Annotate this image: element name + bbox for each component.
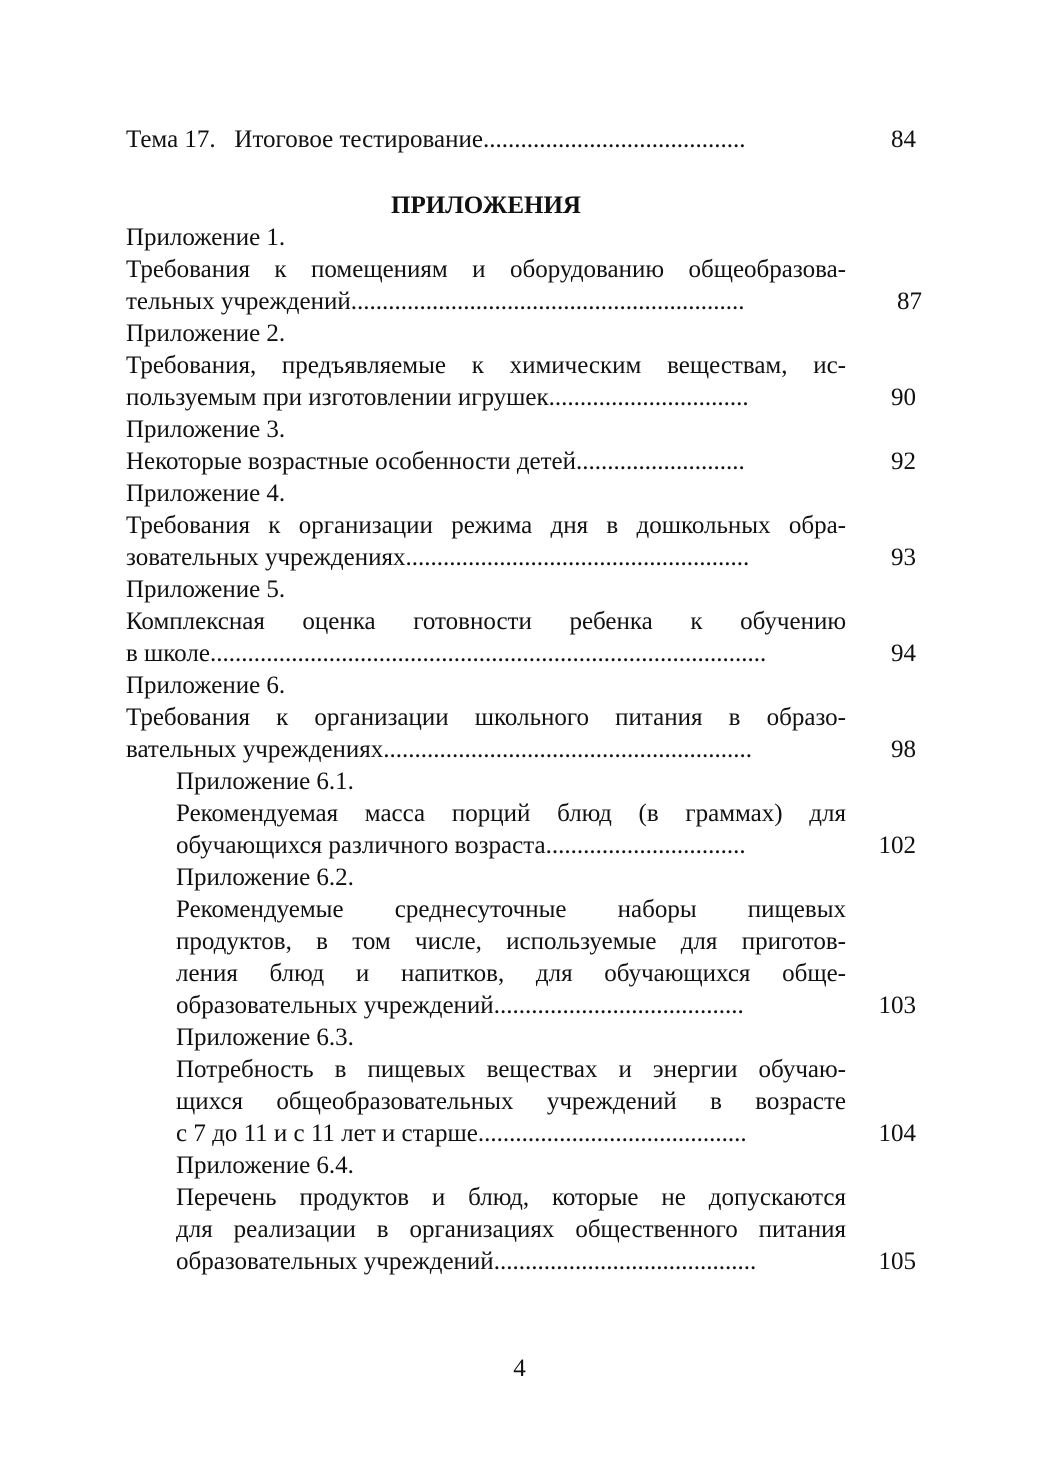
appendix-title-text: Некоторые возрастные особенности детей: [126, 448, 577, 475]
appendix-label: Приложение 4.: [126, 480, 286, 507]
dot-leader: ...............................................................: [350, 288, 745, 315]
dot-leader: ..........................................: [493, 1248, 757, 1275]
appendix-title-line: Требования к организации режима дня в дошкольных обра-: [126, 512, 846, 539]
dot-leader: .......................................................: [405, 544, 750, 571]
appendix-title-line: Потребность в пищевых веществах и энергии обучаю-: [176, 1056, 846, 1083]
appendix-title-line: [176, 1118, 846, 1150]
appendix-title-text: тельных учреждений: [126, 288, 351, 315]
dot-leader: ...........................................: [477, 1120, 747, 1147]
appendix-label: Приложение 6.2.: [176, 864, 354, 891]
page-ref: 105: [878, 1248, 916, 1275]
appendix-title-line: [126, 382, 846, 414]
appendix-label: Приложение 6.3.: [176, 1024, 354, 1051]
dot-leader: ................................: [545, 832, 746, 859]
appendix-title-line: [126, 446, 846, 478]
appendix-title-line: [176, 990, 846, 1022]
appendix-title-text: обучающихся различного возраста: [176, 832, 546, 859]
appendix-label: Приложение 1.: [126, 224, 286, 251]
appendix-title-line: продуктов, в том числе, используемые для приготов-: [176, 928, 846, 955]
page-ref: 104: [878, 1120, 916, 1147]
appendix-title-line: [126, 286, 846, 318]
appendix-label: Приложение 5.: [126, 576, 286, 603]
appendix-title-line: Перечень продуктов и блюд, которые не допускаются: [176, 1184, 846, 1211]
toc-entry-text: Тема 17. Итоговое тестирование: [126, 126, 483, 153]
page-ref: 84: [891, 126, 916, 153]
appendix-title-line: [126, 542, 846, 574]
page-ref: 103: [878, 992, 916, 1019]
appendix-label: Приложение 3.: [126, 416, 286, 443]
appendix-title-line: [126, 638, 846, 670]
appendix-label: Приложение 6.1.: [176, 768, 354, 795]
appendix-title-line: Комплексная оценка готовности ребенка к обучению: [126, 608, 846, 635]
appendix-title-text: вательных учреждениях: [126, 736, 384, 763]
appendix-title-line: щихся общеобразовательных учреждений в возрасте: [176, 1088, 846, 1115]
dot-leader: ...........................: [576, 448, 745, 475]
page-number: 4: [513, 1355, 526, 1382]
appendix-title-line: Требования, предъявляемые к химическим веществам, ис-: [126, 352, 846, 379]
page-ref: 102: [878, 832, 916, 859]
appendix-title-text: образовательных учреждений: [176, 1248, 494, 1275]
dot-leader: ...........................................................: [383, 736, 753, 763]
dot-leader: .........................................................................................: [209, 640, 767, 667]
appendix-label: Приложение 6.: [126, 672, 286, 699]
appendix-label: Приложение 6.4.: [176, 1152, 354, 1179]
page-ref: 98: [891, 736, 916, 763]
dot-leader: ..........................................: [482, 126, 746, 153]
appendix-title-text: зовательных учреждениях: [126, 544, 406, 571]
appendix-title-line: [126, 734, 846, 766]
appendix-title-line: ления блюд и напитков, для обучающихся обще-: [176, 960, 846, 987]
dot-leader: ........................................: [493, 992, 744, 1019]
appendix-label: Приложение 2.: [126, 320, 286, 347]
page-ref: 93: [891, 544, 916, 571]
appendix-title-text: пользуемым при изготовлении игрушек: [126, 384, 549, 411]
dot-leader: ................................: [548, 384, 749, 411]
appendix-title-text: образовательных учреждений: [176, 992, 494, 1019]
page-ref: 92: [891, 448, 916, 475]
page-ref: 90: [891, 384, 916, 411]
appendix-title-line: [176, 1246, 846, 1278]
appendix-title-text: в школе: [126, 640, 210, 667]
appendix-title-text: с 7 до 11 и с 11 лет и старше: [176, 1120, 478, 1147]
appendices-heading: ПРИЛОЖЕНИЯ: [391, 192, 581, 219]
appendix-title-line: [176, 830, 846, 862]
page-ref: 87: [897, 288, 922, 315]
toc-entry-topic17: [126, 124, 846, 156]
appendix-title-line: Требования к помещениям и оборудованию общеобразова-: [126, 256, 846, 283]
appendix-title-line: Требования к организации школьного питания в образо-: [126, 704, 846, 731]
appendix-title-line: Рекомендуемые среднесуточные наборы пищевых: [176, 896, 846, 923]
appendix-title-line: для реализации в организациях общественного питания: [176, 1216, 846, 1243]
appendix-title-line: Рекомендуемая масса порций блюд (в граммах) для: [176, 800, 846, 827]
page-ref: 94: [891, 640, 916, 667]
